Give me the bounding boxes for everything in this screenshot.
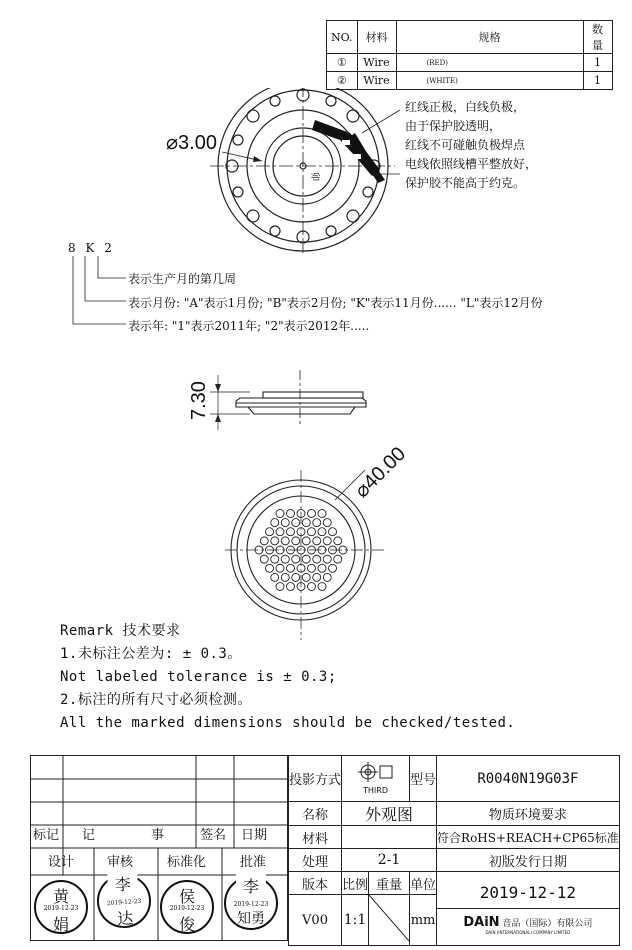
title-block-right xyxy=(288,755,620,946)
mesh-hole xyxy=(287,509,295,517)
date-code-month: 表示月份: "A"表示1月份; "B"表示2月份; "K"表示11月份...... "L"表示12月份 xyxy=(128,296,543,310)
mesh-hole xyxy=(318,528,326,536)
projection-value xyxy=(342,756,410,802)
bom-no: ① xyxy=(327,54,358,72)
release-label: 初版发行日期 xyxy=(437,849,620,872)
bom-header-material: 材料 xyxy=(357,21,396,54)
mesh-hole xyxy=(308,528,316,536)
bom-spec: (RED) xyxy=(396,54,583,72)
company-name: 音品（国际）有限公司 xyxy=(502,918,593,929)
mesh-hole xyxy=(292,519,300,527)
side-view-drawing xyxy=(190,365,390,435)
mesh-hole xyxy=(271,573,279,581)
material-label: 材料 xyxy=(289,826,342,849)
mesh-hole xyxy=(302,555,310,563)
inner-diameter-label: ⌀3.00 xyxy=(166,132,217,154)
mesh-hole xyxy=(260,555,268,563)
mesh-hole xyxy=(313,555,321,563)
mesh-hole xyxy=(302,537,310,545)
scale-label: 比例 xyxy=(342,872,369,895)
mesh-hole xyxy=(271,537,279,545)
projection-text: THIRD xyxy=(363,786,389,795)
mesh-hole xyxy=(318,509,326,517)
remark-line: 1.未标注公差为: ± 0.3。 xyxy=(60,646,242,662)
mesh-hole xyxy=(276,583,284,591)
stamp-top-char: 李 xyxy=(236,874,266,897)
mesh-hole xyxy=(308,564,316,572)
projection-icon xyxy=(356,762,396,782)
stamp-top-char: 李 xyxy=(107,871,139,896)
weight-label: 重量 xyxy=(369,872,410,895)
weight-empty-mark xyxy=(369,895,409,941)
wire-terminal xyxy=(312,120,385,183)
unit-value: mm xyxy=(410,895,437,946)
mesh-hole xyxy=(281,537,289,545)
mesh-hole xyxy=(313,573,321,581)
remark-title: Remark 技术要求 xyxy=(60,623,181,639)
mesh-hole xyxy=(308,583,316,591)
wire-note-line: 红线不可碰触负极焊点 xyxy=(405,138,526,152)
mesh-hole xyxy=(323,573,331,581)
mesh-hole xyxy=(292,555,300,563)
mesh-hole xyxy=(292,537,300,545)
projection-label: 投影方式 xyxy=(289,756,342,802)
remark-line: Not labeled tolerance is ± 0.3; xyxy=(60,669,337,685)
process-value: 2-1 xyxy=(342,849,437,872)
mesh-hole xyxy=(334,555,342,563)
mesh-hole xyxy=(292,573,300,581)
stamp-date: 2019-12-23 xyxy=(106,897,142,908)
role-label-approve: 批准 xyxy=(240,855,267,870)
stamp-bottom-char: 俊 xyxy=(178,915,195,934)
approval-stamp xyxy=(160,880,214,934)
mesh-hole xyxy=(287,583,295,591)
material-value xyxy=(342,826,437,849)
bom-no: ② xyxy=(327,72,358,90)
remark-block xyxy=(60,620,515,735)
mesh-hole xyxy=(329,528,337,536)
bom-material: Wire xyxy=(357,54,396,72)
model-label: 型号 xyxy=(410,756,437,802)
rev-label-record: 记 xyxy=(82,828,96,843)
date-code-year: 表示年: "1"表示2011年; "2"表示2012年..... xyxy=(128,319,370,333)
top-view-drawing xyxy=(150,88,400,258)
process-label: 处理 xyxy=(289,849,342,872)
rev-label-event: 事 xyxy=(151,828,165,843)
company-row xyxy=(437,909,619,935)
mesh-hole xyxy=(287,564,295,572)
height-label: 7.30 xyxy=(188,381,210,420)
mesh-hole xyxy=(313,537,321,545)
approval-stamp xyxy=(224,876,278,930)
stamp-bottom-char: 娟 xyxy=(52,915,69,934)
company-logo: DAiN xyxy=(463,914,500,930)
mesh-hole xyxy=(302,519,310,527)
version-label: 版本 xyxy=(289,872,342,895)
bom-table xyxy=(326,20,613,90)
mesh-hole xyxy=(281,555,289,563)
bom-spec: (WHITE) xyxy=(396,72,583,90)
model-value: R0040N19G03F xyxy=(437,756,620,802)
rev-label-sign: 签名 xyxy=(200,828,227,843)
scale-value: 1:1 xyxy=(342,895,369,946)
mesh-hole xyxy=(323,555,331,563)
mesh-hole xyxy=(266,528,274,536)
remark-line: All the marked dimensions should be checked/tested. xyxy=(60,715,516,731)
stamp-bottom-char: 达 xyxy=(116,908,134,929)
release-date: 2019-12-12 xyxy=(437,883,619,909)
role-label-review: 审核 xyxy=(107,855,134,870)
stamp-date: 2019-12-23 xyxy=(169,905,205,912)
date-code: 8 K 2 xyxy=(68,241,115,255)
mesh-hole xyxy=(276,564,284,572)
mesh-hole xyxy=(266,564,274,572)
role-label-standard: 标准化 xyxy=(167,855,207,870)
rev-label-date: 日期 xyxy=(241,828,268,843)
unit-label: 单位 xyxy=(410,872,437,895)
mesh-hole xyxy=(308,509,316,517)
mesh-hole xyxy=(334,537,342,545)
mesh-hole xyxy=(302,573,310,581)
mesh-hole xyxy=(287,528,295,536)
bom-header-row xyxy=(327,21,613,54)
center-mark-text: 卯 xyxy=(309,172,319,182)
wire-note-line: 由于保护胶透明， xyxy=(405,119,502,133)
role-label-design: 设计 xyxy=(48,855,75,870)
version-value: V00 xyxy=(289,895,342,946)
bom-header-no: NO. xyxy=(327,21,358,54)
name-label: 名称 xyxy=(289,802,342,826)
mesh-hole xyxy=(260,537,268,545)
stamp-date: 2019-12-23 xyxy=(43,905,79,912)
weight-value xyxy=(369,895,410,946)
mesh-hole xyxy=(276,528,284,536)
stamp-top-char: 黄 xyxy=(52,887,69,906)
mesh-hole xyxy=(281,519,289,527)
mesh-hole xyxy=(323,537,331,545)
name-value: 外观图 xyxy=(342,802,437,826)
rev-label-mark: 标记 xyxy=(33,828,60,843)
mesh-hole xyxy=(281,573,289,581)
env-label: 物质环境要求 xyxy=(437,802,620,826)
wire-note-line: 电线依照线槽平整放好， xyxy=(405,157,538,171)
stamp-date: 2019-12-23 xyxy=(233,901,269,908)
bom-material: Wire xyxy=(357,72,396,90)
stamp-bottom-char: 知勇 xyxy=(237,911,265,927)
mesh-hole xyxy=(271,555,279,563)
mesh-hole xyxy=(313,519,321,527)
mesh-hole xyxy=(276,509,284,517)
approval-stamp xyxy=(34,880,88,934)
wire-note-line: 红线正极，白线负极， xyxy=(405,100,526,114)
outer-diameter-label: ⌀40.00 xyxy=(350,442,411,503)
mesh-hole xyxy=(329,564,337,572)
bom-row xyxy=(327,54,613,72)
mesh-hole xyxy=(271,519,279,527)
mesh-hole xyxy=(318,583,326,591)
bom-qty: 1 xyxy=(583,54,612,72)
mesh-hole xyxy=(323,519,331,527)
wire-note xyxy=(405,98,537,193)
stamp-top-char: 侯 xyxy=(178,887,195,906)
bom-header-spec: 规格 xyxy=(396,21,583,54)
remark-line: 2.标注的所有尺寸必须检测。 xyxy=(60,692,252,708)
bom-row xyxy=(327,72,613,90)
wire-note-line: 保护胶不能高于约克。 xyxy=(405,176,526,190)
bom-qty: 1 xyxy=(583,72,612,90)
bom-header-qty: 数量 xyxy=(583,21,612,54)
company-name-en: DAIN (INTERNATIONAL) COMPANY LIMITED xyxy=(485,929,571,935)
date-code-week: 表示生产月的第几周 xyxy=(128,272,237,286)
note-leader-top xyxy=(362,110,400,133)
mesh-hole xyxy=(318,564,326,572)
env-value: 符合RoHS+REACH+CP65标准 xyxy=(437,826,620,849)
release-and-company xyxy=(437,872,620,946)
